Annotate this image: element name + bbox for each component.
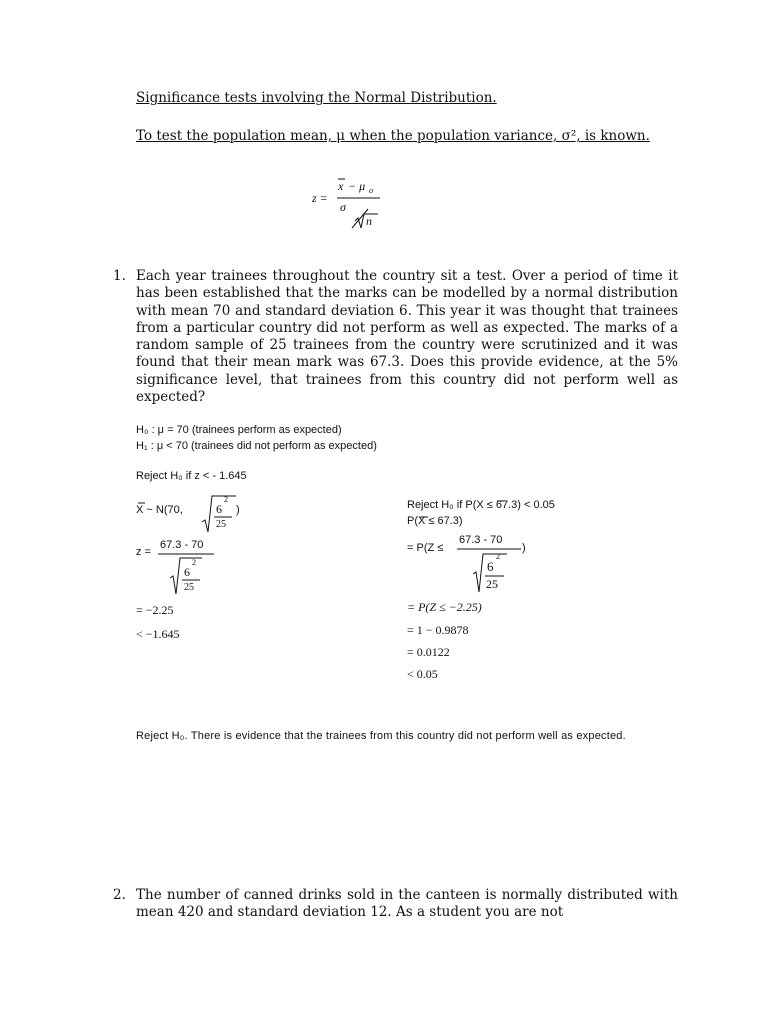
page-title: Significance tests involving the Normal Distribution. (136, 90, 497, 106)
z-sq: 2 (192, 558, 196, 567)
question-2-text: The number of canned drinks sold in the canteen is normally distributed with mean 420 and standard deviation 12. As a student you are not (136, 887, 678, 921)
z-value: = −2.25 (136, 603, 174, 617)
formula-sigma: σ (340, 200, 346, 214)
alt-step-5: < 0.05 (407, 667, 438, 681)
formula-minus-mu: − μ (348, 179, 366, 193)
formula-n: n (366, 214, 372, 228)
z-comparison: < −1.645 (136, 627, 180, 641)
alt-step-3: = 1 − 0.9878 (407, 623, 469, 637)
alt-standardize (407, 532, 547, 594)
z-numerator: 67.3 - 70 (160, 539, 204, 551)
z-25: 25 (184, 582, 194, 593)
alt-eq-prefix: = P(Z ≤ (407, 542, 444, 554)
alt-sq: 2 (496, 552, 500, 561)
question-1-text: Each year trainees throughout the country sit a test. Over a period of time it has been established that the marks can be modelled by a normal distribution with mean 70 and standard deviation 6. This year it was thought that trainees from a particular country did not perform as well as expected. The marks of a random sample of 25 trainees from the country were scrutinized and it was found that their mean mark was 67.3. Does this provide evidence, at the 5% significance level, that trainees from this country did not perform well as expected? (136, 268, 678, 406)
dist-25: 25 (216, 519, 226, 530)
alt-hypothesis: H₁ : μ < 70 (trainees did not perform as expected) (136, 440, 377, 452)
dist-sq: 2 (224, 495, 228, 504)
alt-step-2: = P(Z ≤ −2.25) (407, 600, 482, 614)
formula-xbar: x (338, 179, 344, 193)
alt-step-4: = 0.0122 (407, 645, 450, 659)
dist-close: ) (236, 504, 240, 516)
conclusion: Reject H₀. There is evidence that the trainees from this country did not perform well as expected. (136, 730, 626, 742)
z-six: 6 (184, 565, 190, 579)
alt-six: 6 (487, 559, 494, 574)
alt-lines (407, 532, 547, 594)
null-hypothesis: H₀ : μ = 70 (trainees perform as expected) (136, 424, 342, 436)
dist-prefix: X ~ N(70, (136, 504, 183, 516)
question-1-number: 1. (113, 268, 126, 284)
reject-rule: Reject H₀ if z < - 1.645 (136, 470, 247, 482)
alt-eq-close: ) (522, 542, 526, 554)
alt-numerator: 67.3 - 70 (459, 534, 503, 546)
z-lhs: z = (136, 546, 151, 558)
alt-probability: P(X ≤ 67.3) (407, 515, 463, 527)
formula-mu-sub: o (369, 186, 373, 195)
alt-25: 25 (486, 577, 498, 591)
question-2-number: 2. (113, 887, 126, 903)
formula-lhs: z = (312, 191, 328, 205)
dist-six: 6 (216, 502, 222, 516)
alt-reject-rule: Reject H₀ if P(X ≤ 67.3) < 0.05 (407, 499, 555, 511)
section-subtitle: To test the population mean, μ when the population variance, σ², is known. (136, 128, 650, 144)
